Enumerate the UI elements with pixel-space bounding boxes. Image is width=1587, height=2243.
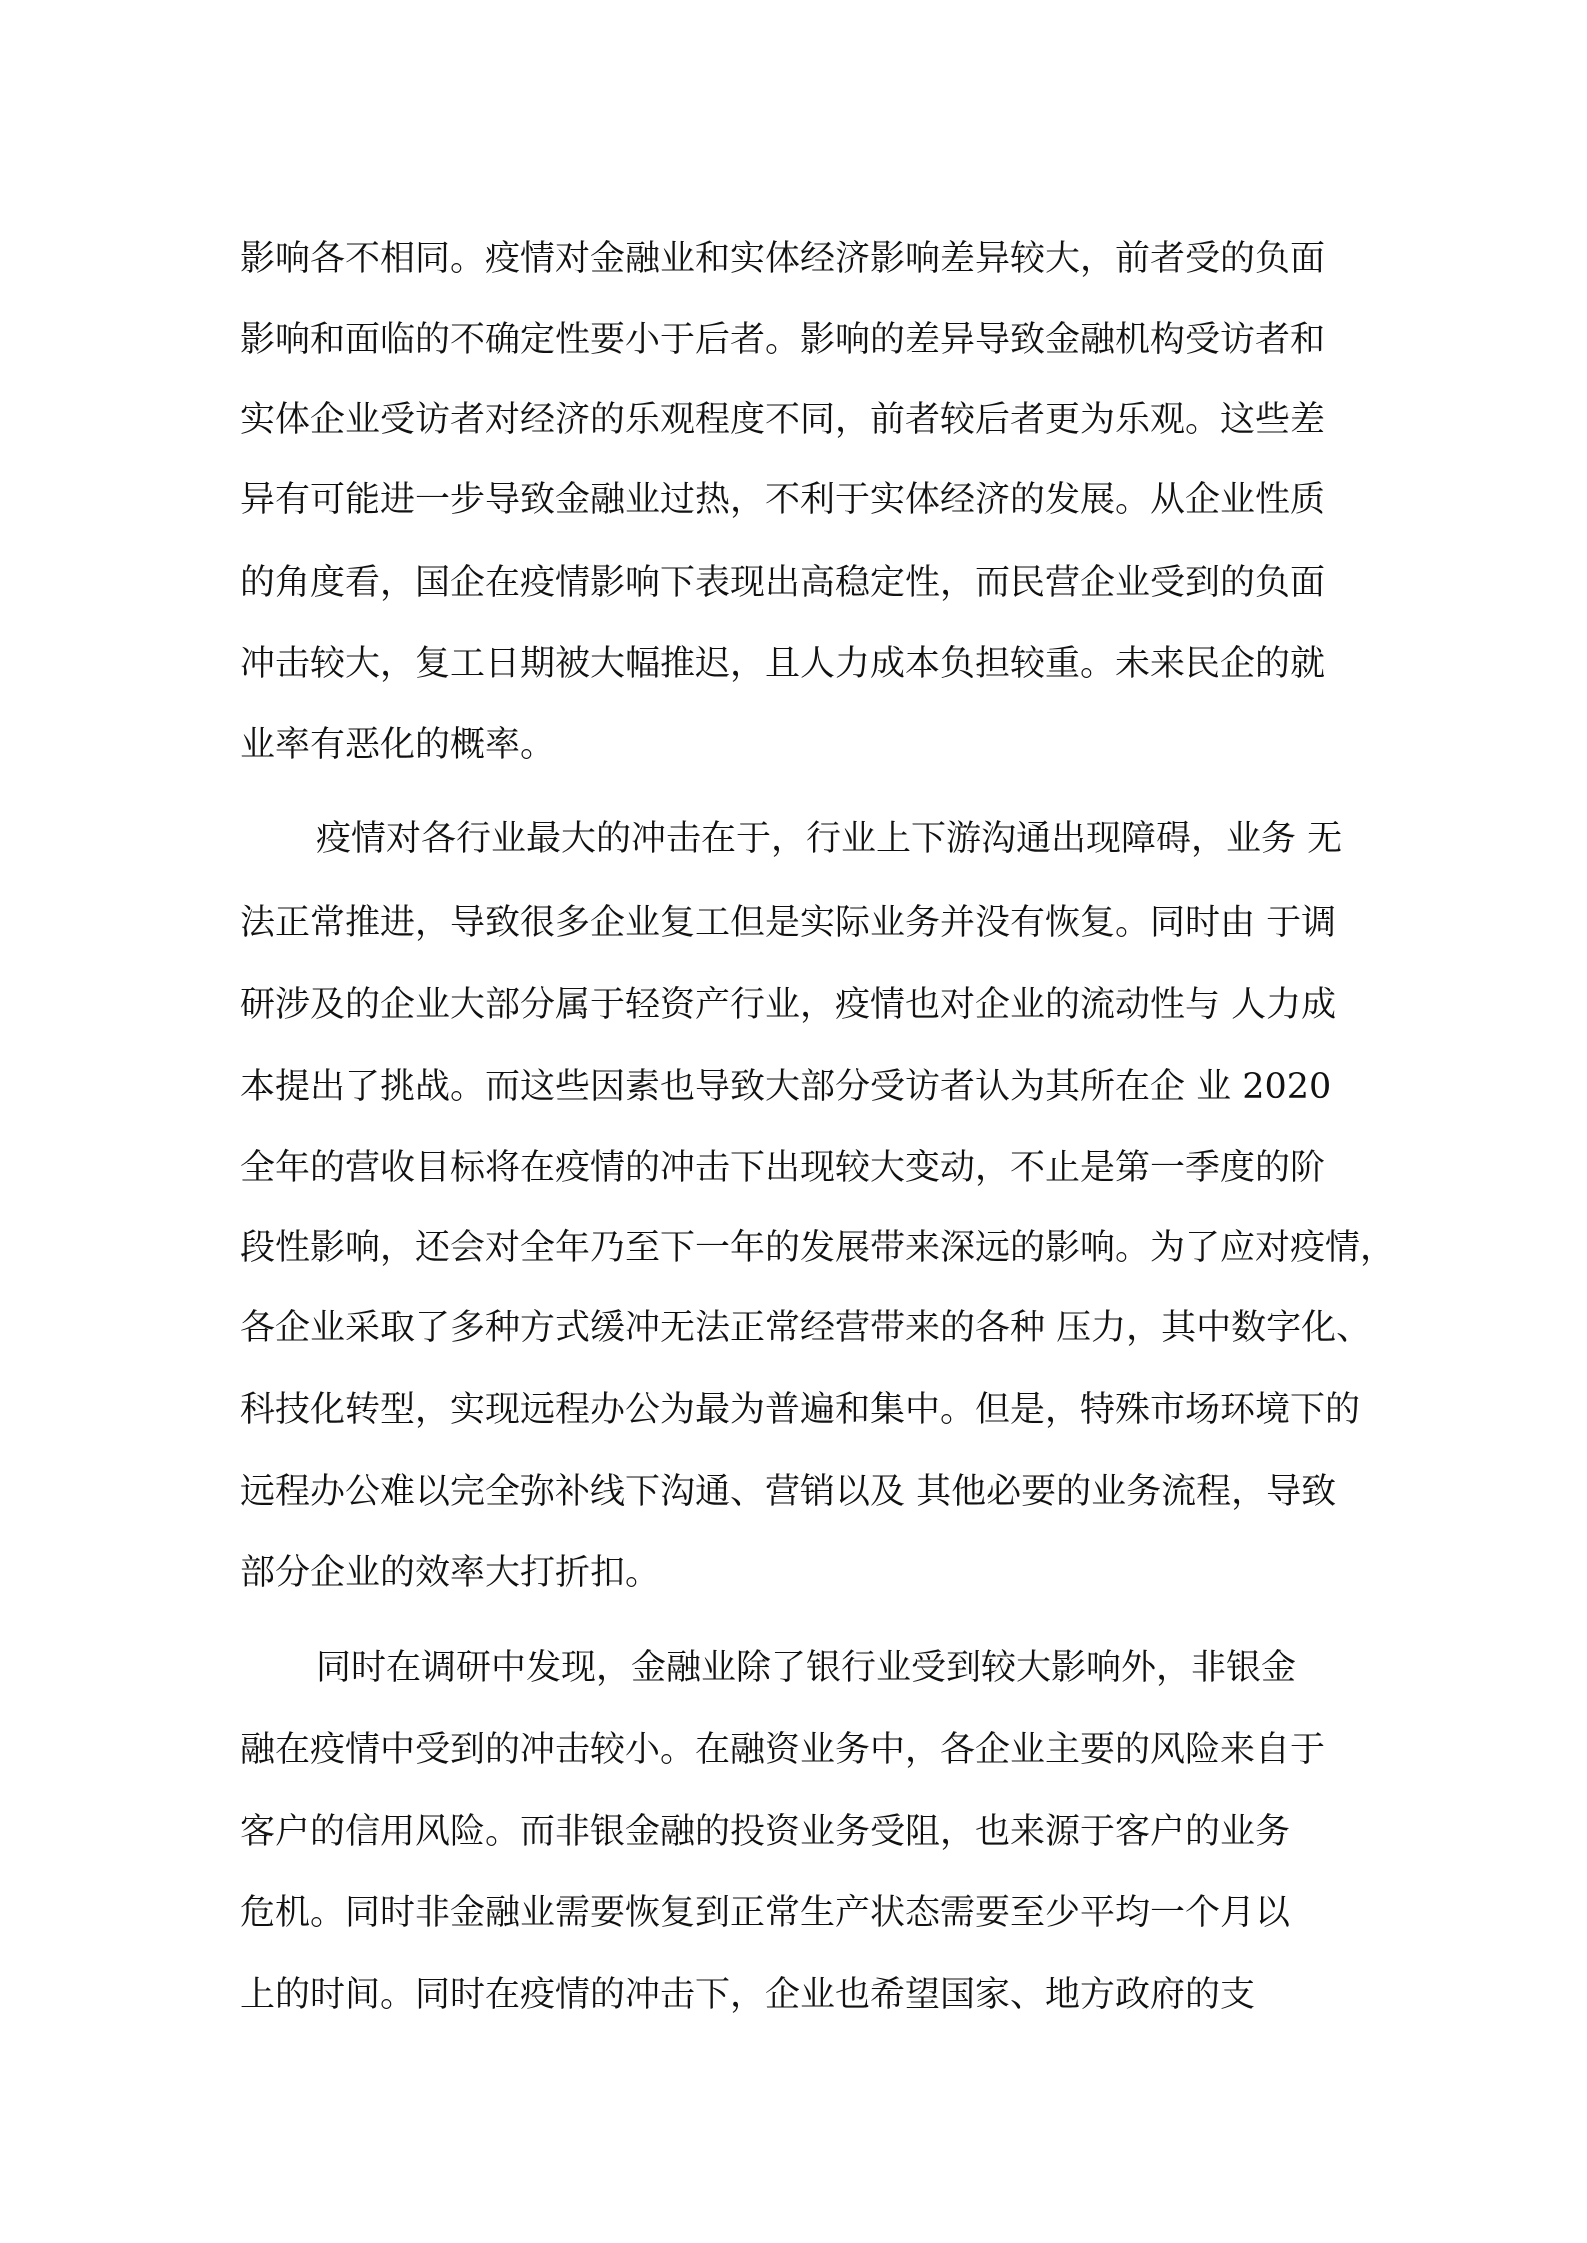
text-line: 段性影响，还会对全年乃至下一年的发展带来深远的影响。为了应对疫情， [240, 1228, 1396, 1268]
text-line: 全年的营收目标将在疫情的冲击下出现较大变动，不止是第一季度的阶 [240, 1148, 1326, 1188]
text-line: 影响各不相同。疫情对金融业和实体经济影响差异较大，前者受的负面 [240, 239, 1326, 279]
text-line: 部分企业的效率大打折扣。 [240, 1553, 661, 1593]
text-line: 疫情对各行业最大的冲击在于，行业上下游沟通出现障碍，业务 无 [316, 819, 1343, 859]
text-line: 研涉及的企业大部分属于轻资产行业，疫情也对企业的流动性与 人力成 [240, 985, 1337, 1025]
text-line: 客户的信用风险。而非银金融的投资业务受阻，也来源于客户的业务 [240, 1812, 1291, 1852]
text-line: 科技化转型，实现远程办公为最为普遍和集中。但是，特殊市场环境下的 [240, 1390, 1361, 1430]
text-line: 同时在调研中发现，金融业除了银行业受到较大影响外，非银金 [316, 1648, 1297, 1688]
text-line: 异有可能进一步导致金融业过热，不利于实体经济的发展。从企业性质 [240, 480, 1326, 520]
text-line: 危机。同时非金融业需要恢复到正常生产状态需要至少平均一个月以 [240, 1893, 1291, 1933]
text-line: 本提出了挑战。而这些因素也导致大部分受访者认为其所在企 业 2020 [240, 1067, 1332, 1107]
text-line: 影响和面临的不确定性要小于后者。影响的差异导致金融机构受访者和 [240, 320, 1326, 360]
text-line: 上的时间。同时在疫情的冲击下，企业也希望国家、地方政府的支 [240, 1975, 1256, 2015]
text-line: 法正常推进，导致很多企业复工但是实际业务并没有恢复。同时由 于调 [240, 903, 1337, 943]
text-line: 实体企业受访者对经济的乐观程度不同，前者较后者更为乐观。这些差 [240, 400, 1326, 440]
text-line: 的角度看，国企在疫情影响下表现出高稳定性，而民营企业受到的负面 [240, 563, 1326, 603]
text-line: 各企业采取了多种方式缓冲无法正常经营带来的各种 压力，其中数字化、 [240, 1308, 1372, 1348]
text-line: 融在疫情中受到的冲击较小。在融资业务中，各企业主要的风险来自于 [240, 1730, 1326, 1770]
text-line: 冲击较大，复工日期被大幅推迟，且人力成本负担较重。未来民企的就 [240, 644, 1326, 684]
text-line: 业率有恶化的概率。 [240, 725, 556, 765]
text-line: 远程办公难以完全弥补线下沟通、营销以及 其他必要的业务流程，导致 [240, 1472, 1337, 1512]
